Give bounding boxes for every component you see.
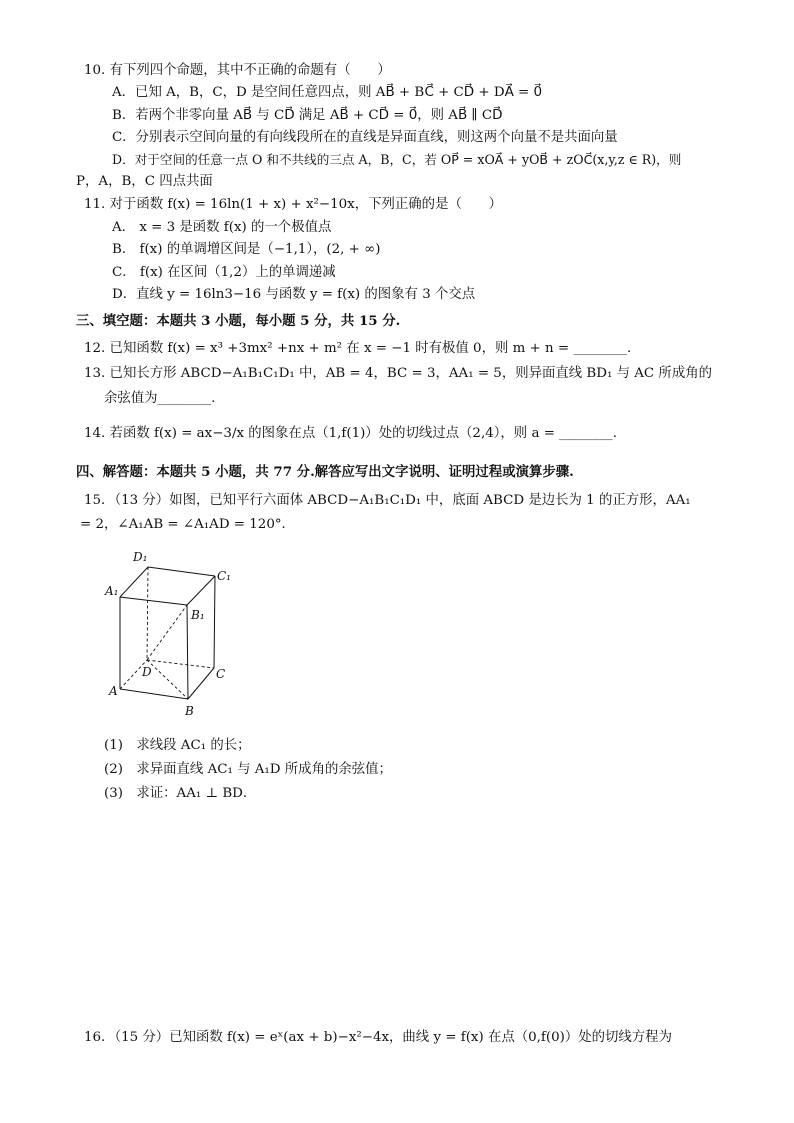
q10-option-a: A．已知 A，B，C，D 是空间任意四点，则 AB⃗ + BC⃗ + CD⃗ + DA⃗ = 0⃗: [112, 85, 542, 100]
q15-part-1: (1) 求线段 AC₁ 的长；: [104, 738, 251, 753]
q15-part-3: (3) 求证：AA₁ ⊥ BD．: [104, 786, 257, 801]
q12: 12. 已知函数 f(x) = x³ +3mx² +nx + m² 在 x = −1 时有极值 0，则 m + n = ________.: [84, 341, 632, 356]
label-c: C: [216, 667, 226, 681]
q13-line1: 13. 已知长方形 ABCD−A₁B₁C₁D₁ 中，AB = 4，BC = 3，AA₁ = 5，则异面直线 BD₁ 与 AC 所成角的: [84, 366, 712, 381]
q10-option-d-line1: D．对于空间的任意一点 O 和不共线的三点 A，B，C，若 OP⃗ = xOA⃗ + yOB⃗ + zOC⃗(x,y,z ∈ R)，则: [112, 152, 682, 167]
q11-option-d: D．直线 y = 16ln3−16 与函数 y = f(x) 的图象有 3 个交点: [112, 287, 476, 302]
q11-option-c: C． f(x) 在区间（1,2）上的单调递减: [112, 265, 336, 280]
q11-option-b: B． f(x) 的单调增区间是（−1,1），(2, + ∞): [112, 242, 381, 257]
q15-line1: 15．（13 分）如图，已知平行六面体 ABCD−A₁B₁C₁D₁ 中，底面 ABCD 是边长为 1 的正方形，AA₁: [84, 493, 691, 508]
label-b: B: [185, 704, 194, 718]
q10-option-c: C．分别表示空间向量的有向线段所在的直线是异面直线，则这两个向量不是共面向量: [112, 130, 618, 145]
label-d: D: [142, 665, 152, 679]
label-a1: A₁: [105, 584, 119, 598]
q11-stem: 11. 对于函数 f(x) = 16ln(1 + x) + x²−10x，下列正确的是（ ）: [84, 197, 503, 212]
q16-line1: 16．（15 分）已知函数 f(x) = eˣ(ax + b)−x²−4x，曲线 y = f(x) 在点（0,f(0)）处的切线方程为: [84, 1030, 672, 1045]
label-a: A: [109, 684, 118, 698]
q15-line2: = 2，∠A₁AB = ∠A₁AD = 120°．: [80, 517, 295, 532]
label-c1: C₁: [217, 569, 231, 583]
label-b1: B₁: [191, 608, 205, 622]
parallelepiped-figure: [100, 545, 240, 725]
q15-part-2: (2) 求异面直线 AC₁ 与 A₁D 所成角的余弦值；: [104, 762, 392, 777]
q11-option-a: A． x = 3 是函数 f(x) 的一个极值点: [112, 220, 332, 235]
q10-option-b: B．若两个非零向量 AB⃗ 与 CD⃗ 满足 AB⃗ + CD⃗ = 0⃗，则 AB⃗ ∥ CD⃗: [112, 108, 503, 123]
q14: 14. 若函数 f(x) = ax−3/x 的图象在点（1,f(1)）处的切线过点（2,4），则 a = ________.: [84, 426, 617, 441]
q10-stem: 10. 有下列四个命题，其中不正确的命题有（ ）: [84, 63, 391, 78]
q13-line2: 余弦值为________.: [104, 391, 216, 406]
section-4-heading: 四、解答题：本题共 5 小题，共 77 分.解答应写出文字说明、证明过程或演算步骤.: [76, 464, 574, 480]
label-d1: D₁: [133, 550, 148, 564]
section-3-heading: 三、填空题：本题共 3 小题，每小题 5 分，共 15 分.: [76, 313, 401, 329]
q10-option-d-line2: P，A，B，C 四点共面: [76, 174, 213, 189]
